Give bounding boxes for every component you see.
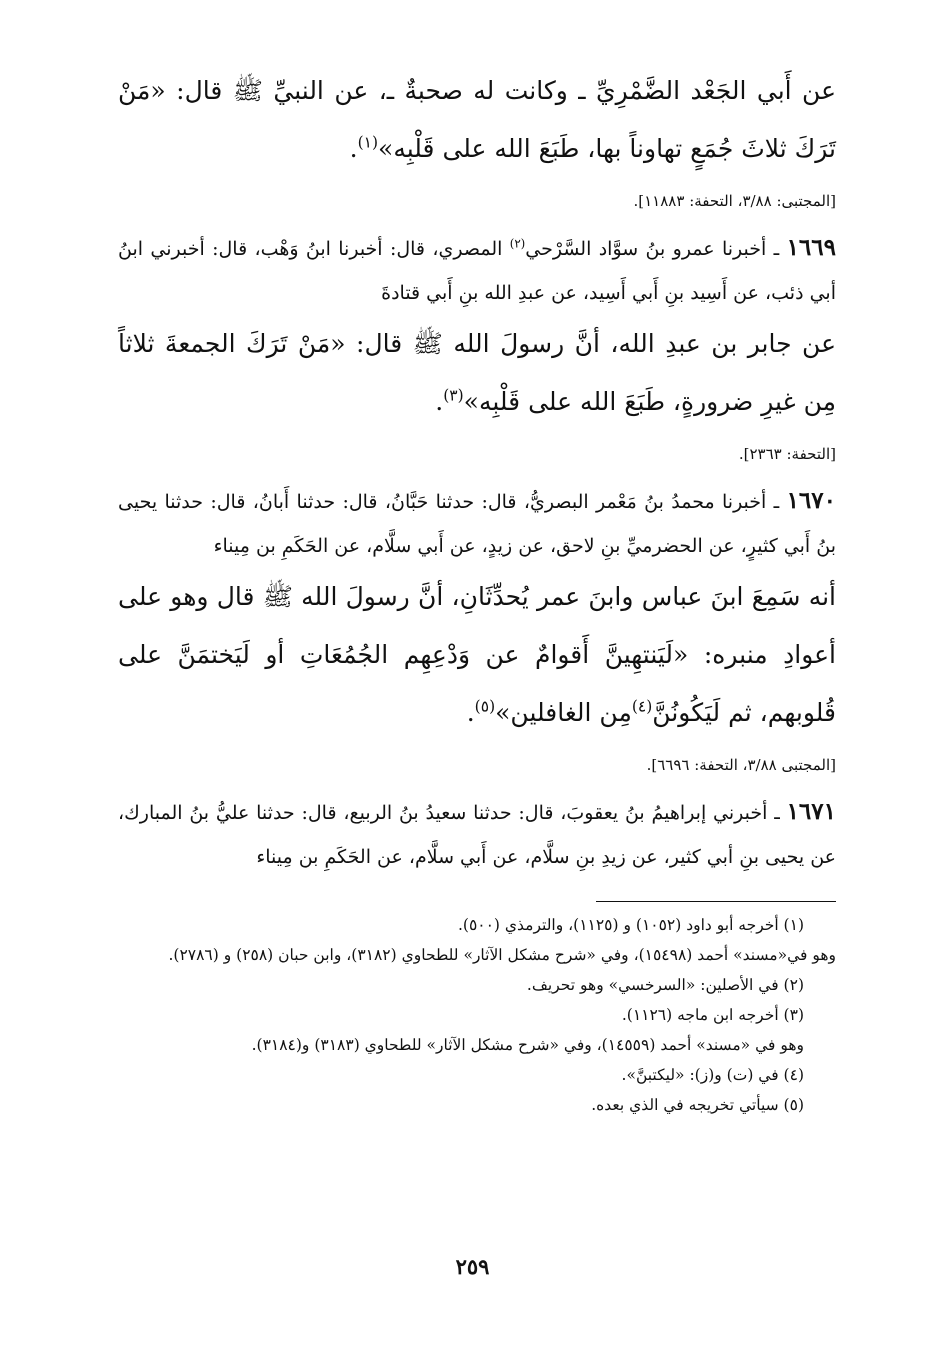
punctuation: . [466, 698, 475, 727]
footnote-separator [596, 901, 836, 902]
hadith-1670-chain [118, 479, 836, 568]
hadith-text: عن أَبي الجَعْد الضَّمْرِيِّ ـ وكانت له صحبةٌ ـ، عن النبيِّ ﷺ قال: «مَنْ تَرَكَ ثلاثَ جُمَعٍ تهاوناً بها، طَبَعَ الله على قَلْبِه» [118, 76, 836, 163]
hadith-1670-text [118, 568, 836, 742]
footnote-4: (٤) في (ت) و(ز): «ليكتبنَّ». [621, 1066, 804, 1084]
hadith-1668-text [118, 62, 836, 178]
hadith-text: أنه سَمِعَ ابنَ عباس وابنَ عمر يُحدِّثَانِ، أنَّ رسولَ الله ﷺ قال وهو على أعوادِ منبره: «لَيَنتهِينَّ أَقوامٌ عن وَدْعِهِم الجُمُعَاتِ أو لَيَختمَنَّ على قُلوبهم، ثم لَيَكُونُنَّ [118, 582, 836, 727]
reference-1669: [التحفة: ٢٣٦٣]. [738, 445, 836, 463]
hadith-1671-chain [118, 790, 836, 879]
hadith-number: ١٦٧٠ [786, 487, 836, 514]
chain-text: ـ أخبرني إبراهيمُ بنُ يعقوبَ، قال: حدثنا سعيدُ بنُ الربيع، قال: حدثنا عليُّ بنُ المبارك، عن يحيى بنِ أبي كثير، عن زيدِ بنِ سلَّام، عن أَبي سلَّام، عن الحَكَمِ بن مِيناء [118, 802, 836, 868]
hadith-1669-chain [118, 226, 836, 315]
hadith-text: مِن الغافلين» [495, 698, 632, 727]
footnote-marker: (٣) [443, 386, 464, 405]
chain-text: ـ أخبرنا محمدُ بنُ مَعْمر البصريُّ، قال: حدثنا حَبَّانُ، قال: حدثنا أَبانُ، قال: حدثنا يحيى بنُ أَبي كثيرٍ، عن الحضرميِّ بنِ لاحق، عن زيدٍ، عن أَبي سلَّام، عن الحَكَمِ بن مِيناء [118, 491, 836, 557]
footnote-3: (٣) أخرجه ابن ماجه (١١٢٦). [621, 1006, 804, 1024]
hadith-number: ١٦٦٩ [786, 234, 836, 261]
reference-1670: [المجتبى ٣/٨٨، التحفة: ٦٦٩٦]. [646, 756, 836, 774]
footnotes [118, 910, 836, 1120]
footnote-marker: (١) [357, 133, 379, 152]
footnote-3-continued: وهو في «مسند» أحمد (١٤٥٥٩)، وفي «شرح مشكل الآثار» للطحاوي (٣١٨٣) و(٣١٨٤). [251, 1036, 804, 1054]
footnote-2: (٢) في الأصلين: «السرخسي» وهو تحريف. [526, 976, 804, 994]
footnote-1-continued: وهو في«مسند» أحمد (١٥٤٩٨)، وفي «شرح مشكل الآثار» للطحاوي (٣١٨٢)، وابن حبان (٢٥٨) و (٢٧٨٦). [168, 946, 836, 964]
footnote-marker: (٢) [509, 236, 526, 251]
footnote-5: (٥) سيأتي تخريجه في الذي بعده. [591, 1096, 804, 1114]
reference-1668: [المجتبى: ٣/٨٨، التحفة: ١١٨٨٣]. [633, 192, 836, 210]
footnote-1: (١) أخرجه أبو داود (١٠٥٢) و (١١٢٥)، والترمذي (٥٠٠). [457, 916, 804, 934]
footnote-marker: (٥) [474, 697, 496, 716]
hadith-1669-text [118, 315, 836, 431]
chain-text: ـ أخبرنا عمرو بنُ سوَّاد السَّرْحي [525, 238, 787, 260]
chain-text: المصري، قال: أخبرنا ابنُ وَهْب، قال: أخبرني ابنُ أبي ذئب، عن أَسِيد بنِ أَبي أَسِيد، عن عبدِ الله بنِ أَبي قتادةَ [118, 238, 836, 304]
punctuation: . [435, 387, 444, 416]
page-number: ٢٥٩ [455, 1254, 490, 1279]
page-content [118, 62, 836, 1120]
hadith-text: عن جابر بن عبدِ الله، أنَّ رسولَ الله ﷺ قال: «مَنْ تَرَكَ الجمعةَ ثلاثاً مِن غيرِ ضرورةٍ، طَبَعَ الله على قَلْبِه» [118, 329, 836, 416]
hadith-number: ١٦٧١ [786, 798, 836, 825]
footnote-marker: (٤) [631, 697, 653, 716]
punctuation: . [349, 134, 358, 163]
